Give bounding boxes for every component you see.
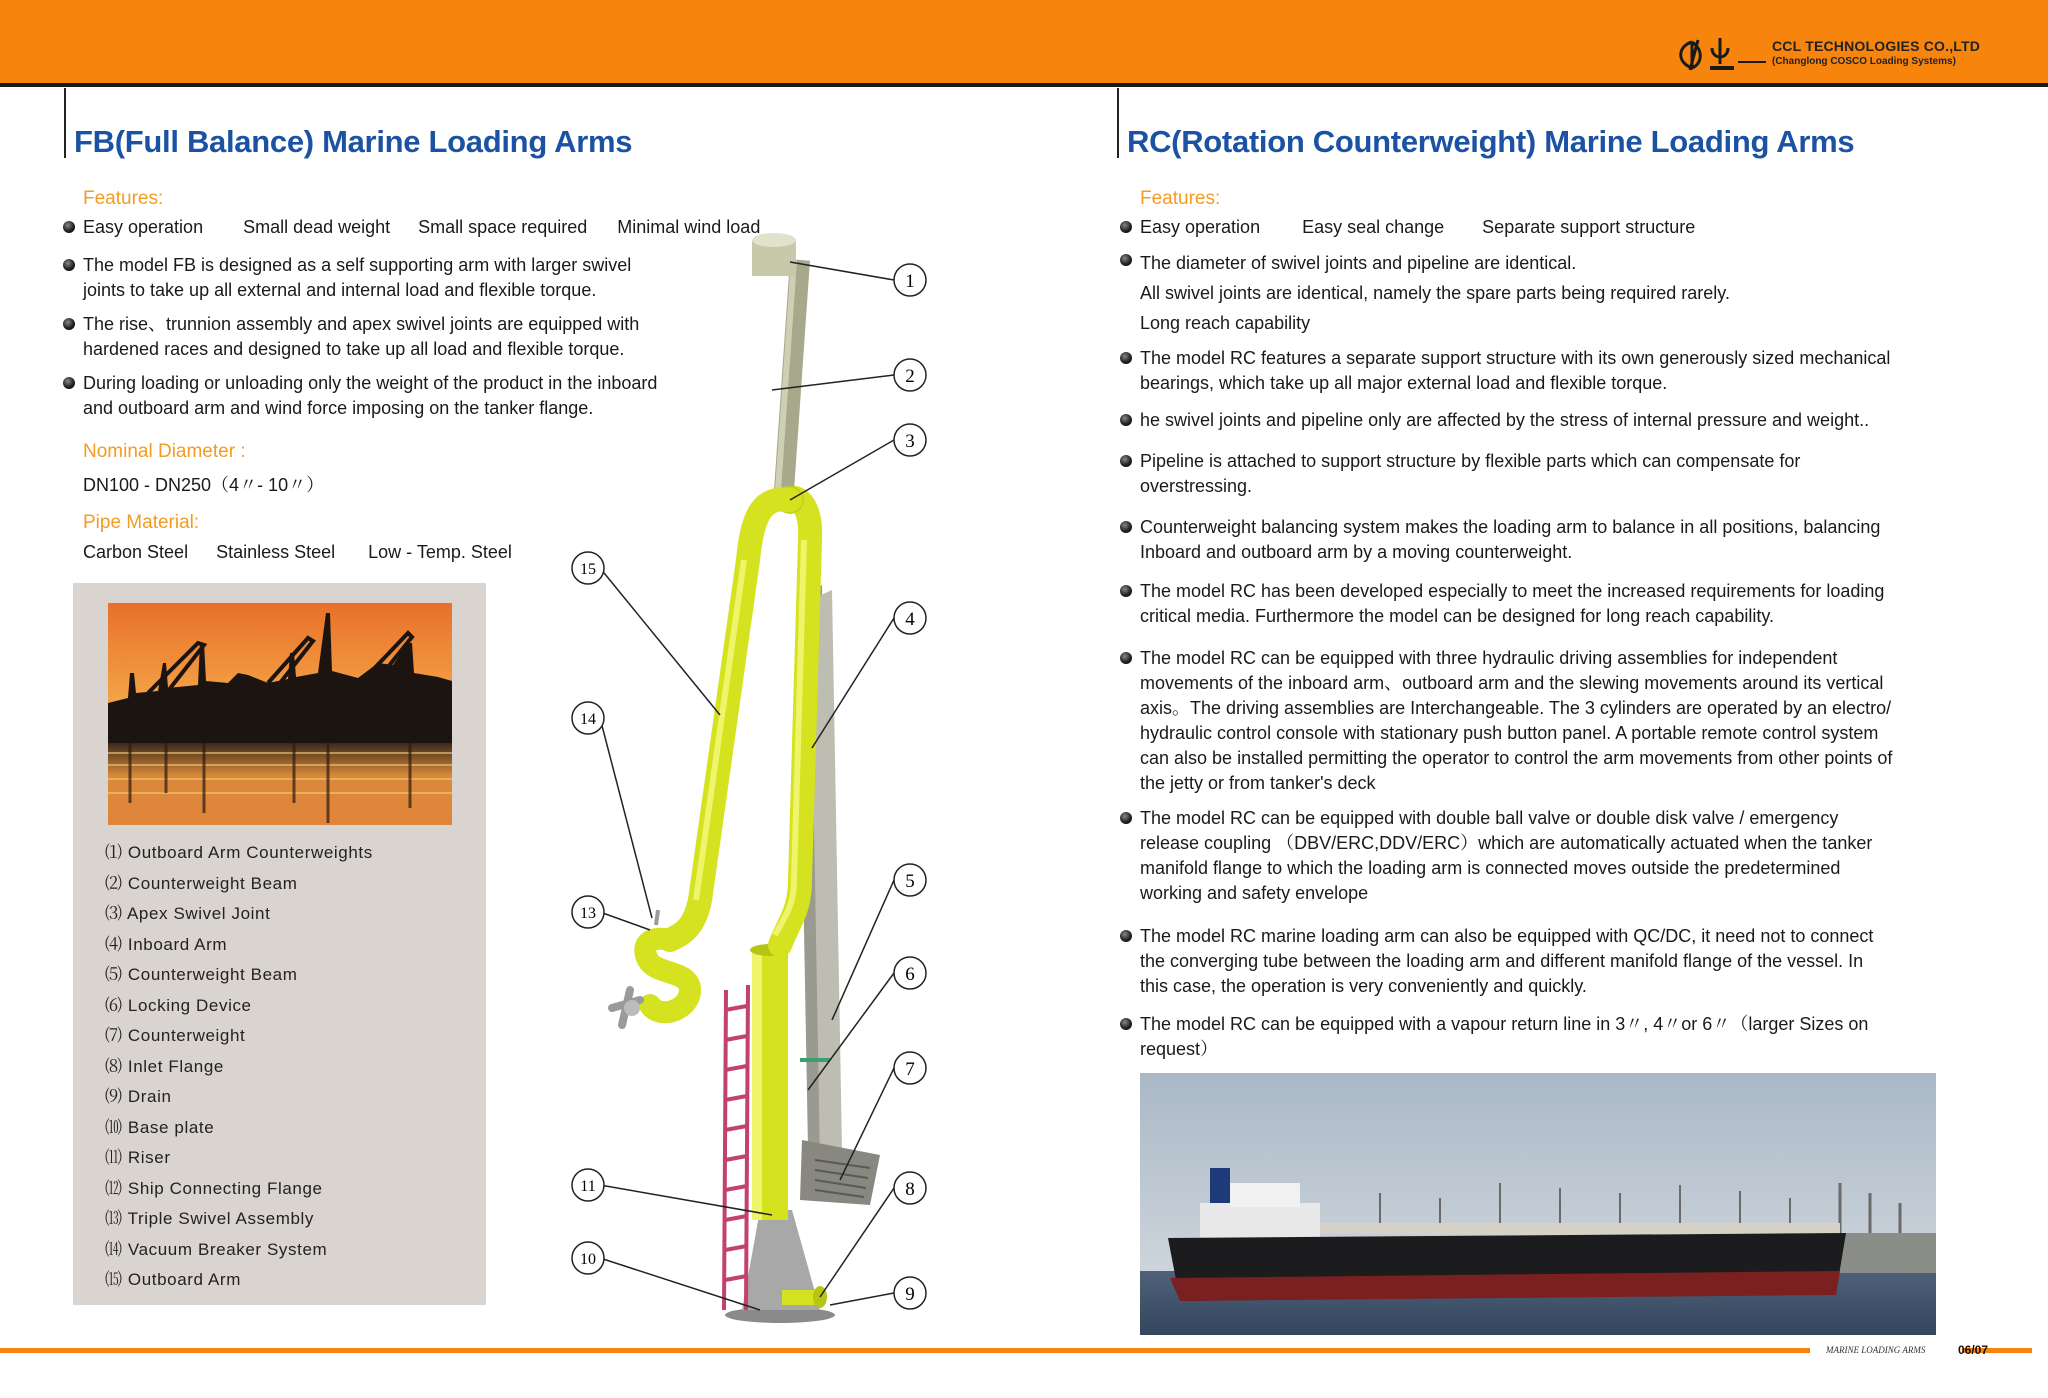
bullet-line: The model RC can be equipped with a vapour return line in 3〃, 4〃or 6〃（larger Sizes on <box>1140 1014 1869 1034</box>
bullet-line: the jetty or from tanker's deck <box>1140 773 1376 793</box>
bullet-line: movements of the inboard arm、outboard arm and the slewing movements around its vertical <box>1140 673 1884 693</box>
header-bar <box>0 0 2048 87</box>
svg-text:8: 8 <box>905 1179 915 1200</box>
bullet-line: All swivel joints are identical, namely the spare parts being required rarely. <box>1140 283 1730 303</box>
pipe-material-label: Pipe Material: <box>83 512 200 533</box>
triple-swivel-assembly <box>645 939 690 1013</box>
legend-item: ⑴ Outboard Arm Counterweights <box>105 843 373 862</box>
legend-item: ⑻ Inlet Flange <box>105 1056 224 1076</box>
legend-item: ⒂ Outboard Arm <box>105 1270 241 1289</box>
paragraph-line: hardened races and designed to take up all load and flexible torque. <box>83 339 625 359</box>
bullet-line: The model RC has been developed especially to meet the increased requirements for loading <box>1140 581 1885 601</box>
callout-3 <box>894 424 926 456</box>
bullet-line: he swivel joints and pipeline only are affected by the stress of internal pressure and weight.. <box>1140 410 1870 430</box>
right-bullet <box>1140 924 1920 999</box>
feature-item: Easy operation <box>1140 217 1261 237</box>
legend-item: ⑿ Ship Connecting Flange <box>105 1178 323 1198</box>
callout-9 <box>894 1277 926 1309</box>
legend-item: ⑺ Counterweight <box>105 1026 246 1045</box>
bullet-line: critical media. Furthermore the model can be designed for long reach capability. <box>1140 606 1774 626</box>
svg-text:9: 9 <box>905 1284 915 1305</box>
svg-text:3: 3 <box>905 431 915 452</box>
legend-item: ⑼ Drain <box>105 1087 172 1106</box>
svg-text:10: 10 <box>580 1251 596 1268</box>
feature-item: Minimal wind load <box>617 217 761 237</box>
callout-7 <box>894 1052 926 1084</box>
legend-item: ⑶ Apex Swivel Joint <box>105 904 271 923</box>
svg-text:5: 5 <box>905 871 915 892</box>
legend-item: ⑹ Locking Device <box>105 995 252 1015</box>
vacuum-breaker <box>656 910 658 925</box>
bullet-line: Counterweight balancing system makes the loading arm to balance in all positions, balancing <box>1140 517 1881 537</box>
right-bullet <box>1140 646 1920 796</box>
bullet-line: Pipeline is attached to support structure by flexible parts which can compensate for <box>1140 451 1801 471</box>
footer-rule <box>0 1348 1810 1353</box>
right-bullet <box>1140 346 1920 396</box>
svg-text:4: 4 <box>905 609 915 630</box>
right-bullet <box>1140 806 1920 906</box>
feature-item: Small dead weight <box>243 217 391 237</box>
paragraph-line: joints to take up all external and internal load and flexible torque. <box>83 280 597 300</box>
svg-text:6: 6 <box>905 964 915 985</box>
bullet-line: The model RC features a separate support structure with its own generously sized mechanical <box>1140 348 1891 368</box>
bullet-line: The diameter of swivel joints and pipeline are identical. <box>1140 253 1577 273</box>
nominal-diameter-value: DN100 - DN250（4〃- 10〃） <box>83 475 325 495</box>
right-features-row <box>1140 215 1695 240</box>
svg-text:7: 7 <box>905 1059 915 1080</box>
right-bullet <box>1140 449 1920 499</box>
bullet-line: working and safety envelope <box>1140 883 1369 903</box>
callout-8 <box>894 1172 926 1204</box>
svg-text:13: 13 <box>580 905 596 922</box>
feature-item: Separate support structure <box>1482 217 1696 237</box>
feature-item: Easy operation <box>83 217 204 237</box>
bullet-line: this case, the operation is very conveniently and quickly. <box>1140 976 1587 996</box>
paragraph-line: and outboard arm and wind force imposing on the tanker flange. <box>83 398 594 418</box>
ladder <box>724 985 748 1310</box>
bullet-line: bearings, which take up all major external load and flexible torque. <box>1140 373 1668 393</box>
left-features-label: Features: <box>83 188 164 209</box>
outboard-arm <box>670 499 790 940</box>
pipe-material-item: Stainless Steel <box>216 542 336 562</box>
pipe-material-item: Low - Temp. Steel <box>368 542 512 562</box>
pipe-material-row <box>83 542 512 563</box>
right-title-rule <box>1117 88 1119 158</box>
callout-2 <box>894 359 926 391</box>
nominal-diameter-label: Nominal Diameter : <box>83 441 246 462</box>
callout-14 <box>572 702 604 734</box>
bullet-line: overstressing. <box>1140 476 1253 496</box>
tanker-ship-photo <box>1140 1073 1936 1335</box>
callout-15 <box>572 552 604 584</box>
svg-text:1: 1 <box>905 271 915 292</box>
bullet-line: release coupling （DBV/ERC,DDV/ERC）which are automatically actuated when the tanker <box>1140 833 1873 853</box>
bullet-line: The model RC can be equipped with double ball valve or double disk valve / emergency <box>1140 808 1839 828</box>
ship-connecting-flange <box>612 990 640 1025</box>
callout-11 <box>572 1169 604 1201</box>
right-bullet <box>1140 579 1920 629</box>
left-title-rule <box>64 88 66 158</box>
bullet-line: axis。The driving assemblies are Interchangeable. The 3 cylinders are operated by an electro/ <box>1140 698 1892 718</box>
right-bullet <box>1140 248 1920 338</box>
counterweight <box>800 1140 880 1205</box>
page-number: 06/07 <box>1958 1343 1989 1357</box>
callout-1 <box>894 264 926 296</box>
legend-item: ⑸ Counterweight Beam <box>105 965 298 984</box>
bullet-line: Long reach capability <box>1140 313 1311 333</box>
parts-legend <box>105 838 373 1296</box>
bullet-line: hydraulic control console with stationary push button panel. A portable remote control system <box>1140 723 1879 743</box>
svg-text:2: 2 <box>905 366 915 387</box>
bullet-line: the converging tube between the loading arm and different manifold flange of the vessel. In <box>1140 951 1864 971</box>
bullet-line: Inboard and outboard arm by a moving counterweight. <box>1140 542 1573 562</box>
right-features-label: Features: <box>1140 188 1221 209</box>
callout-markers <box>572 264 926 1309</box>
bullet-line: can also be installed permitting the operator to control the arm movements from other points of <box>1140 748 1893 768</box>
svg-text:11: 11 <box>580 1178 596 1195</box>
company-logo-icon <box>1672 34 1767 74</box>
legend-item: ⑵ Counterweight Beam <box>105 873 298 893</box>
company-subtitle: (Changlong COSCO Loading Systems) <box>1772 56 1956 67</box>
paragraph-line: During loading or unloading only the weight of the product in the inboard <box>83 373 658 393</box>
bullet-line: request） <box>1140 1039 1219 1059</box>
right-page-title: RC(Rotation Counterweight) Marine Loading Arms <box>1127 124 1855 159</box>
right-bullet <box>1140 408 1920 433</box>
feature-item: Small space required <box>418 217 588 237</box>
svg-text:15: 15 <box>580 561 596 578</box>
legend-item: ⒀ Triple Swivel Assembly <box>105 1209 315 1228</box>
callout-6 <box>894 957 926 989</box>
callout-10 <box>572 1242 604 1274</box>
legend-item: ⑷ Inboard Arm <box>105 934 228 954</box>
footer-caption: MARINE LOADING ARMS <box>1826 1345 1926 1355</box>
svg-text:14: 14 <box>580 711 596 728</box>
right-bullet <box>1140 515 1920 565</box>
right-bullet <box>1140 1012 1920 1062</box>
legend-item: ⒁ Vacuum Breaker System <box>105 1239 328 1259</box>
port-sunset-photo <box>108 603 452 825</box>
callout-5 <box>894 864 926 896</box>
legend-item: ⑾ Riser <box>105 1148 171 1167</box>
legend-item: ⑽ Base plate <box>105 1117 215 1137</box>
bullet-line: The model RC can be equipped with three hydraulic driving assemblies for independent <box>1140 648 1838 668</box>
loading-arm-diagram <box>560 220 940 1330</box>
left-page-title: FB(Full Balance) Marine Loading Arms <box>74 124 633 159</box>
bullet-line: manifold flange to which the loading arm is connected moves outside the predetermined <box>1140 858 1841 878</box>
paragraph-line: The rise、trunnion assembly and apex swivel joints are equipped with <box>83 314 640 334</box>
callout-13 <box>572 896 604 928</box>
company-name: CCL TECHNOLOGIES CO.,LTD <box>1772 38 1981 54</box>
callout-4 <box>894 602 926 634</box>
feature-item: Easy seal change <box>1302 217 1445 237</box>
bullet-line: The model RC marine loading arm can also be equipped with QC/DC, it need not to connect <box>1140 926 1874 946</box>
paragraph-line: The model FB is designed as a self supporting arm with larger swivel <box>83 255 632 275</box>
pipe-material-item: Carbon Steel <box>83 542 189 562</box>
